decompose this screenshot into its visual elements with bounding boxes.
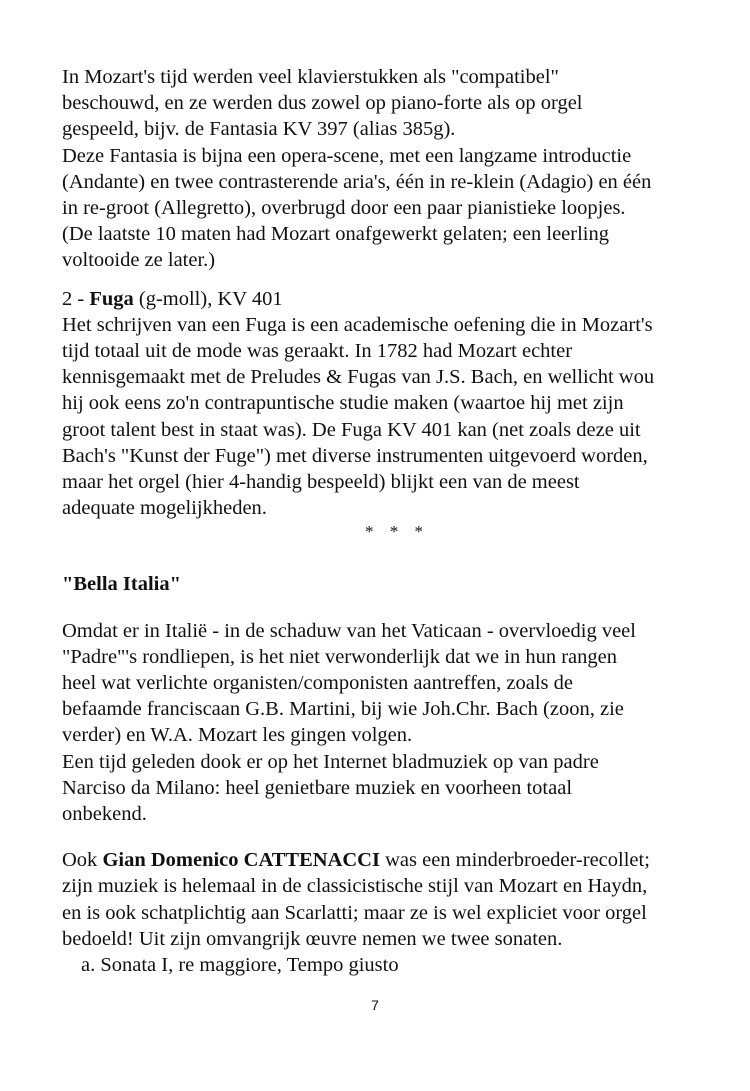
cattenacci-prefix: Ook — [62, 849, 103, 872]
text-line: zijn muziek is helemaal in de classicistische stijl van Mozart en Haydn, — [62, 875, 648, 898]
intro-paragraph — [62, 64, 702, 274]
document-page — [62, 64, 702, 978]
section-heading: "Bella Italia" — [62, 573, 181, 596]
fuga-title-rest: (g-moll), KV 401 — [133, 287, 283, 310]
section-separator: * * * — [365, 522, 429, 542]
text-line: Het schrijven van een Fuga is een academische oefening die in Mozart's — [62, 313, 653, 336]
text-line: heel wat verlichte organisten/componisten aantreffen, zoals de — [62, 672, 573, 695]
bella-italia-paragraph — [62, 618, 702, 828]
text-line: In Mozart's tijd werden veel klavierstukken als "compatibel" — [62, 66, 559, 88]
cattenacci-paragraph — [62, 847, 702, 978]
list-item: a. Sonata I, re maggiore, Tempo giusto — [81, 954, 399, 977]
fuga-section — [62, 286, 702, 522]
fuga-title — [62, 286, 702, 312]
text-line: hij ook eens zo'n contrapuntische studie maken (waartoe hij met zijn — [62, 392, 624, 415]
text-line: (Andante) en twee contrasterende aria's, één in re-klein (Adagio) en één — [62, 170, 652, 193]
text-line: "Padre"'s rondliepen, is het niet verwonderlijk dat we in hun rangen — [62, 645, 617, 668]
fuga-title-bold: Fuga — [89, 287, 134, 310]
text-line: befaamde franciscaan G.B. Martini, bij wie Joh.Chr. Bach (zoon, zie — [62, 698, 624, 721]
text-line: bedoeld! Uit zijn omvangrijk œuvre nemen we twee sonaten. — [62, 927, 563, 950]
text-line: adequate mogelijkheden. — [62, 497, 267, 520]
text-line: tijd totaal uit de mode was geraakt. In 1782 had Mozart echter — [62, 340, 573, 363]
text-line: Een tijd geleden dook er op het Internet bladmuziek op van padre — [62, 750, 599, 773]
text-line: verder) en W.A. Mozart les gingen volgen. — [62, 724, 413, 747]
text-line: gespeeld, bijv. de Fantasia KV 397 (alias 385g). — [62, 118, 456, 141]
page-number: 7 — [371, 997, 379, 1013]
text-line — [62, 847, 702, 873]
cattenacci-rest: was een minderbroeder-recollet; — [379, 849, 650, 872]
text-line: maar het orgel (hier 4-handig bespeeld) blijkt een van de meest — [62, 471, 580, 494]
text-line: Narciso da Milano: heel genietbare muziek en voorheen totaal — [62, 776, 573, 799]
text-line: Bach's "Kunst der Fuge") met diverse instrumenten uitgevoerd worden, — [62, 444, 648, 467]
text-line: onbekend. — [62, 803, 147, 826]
text-line: kennisgemaakt met de Preludes & Fugas van J.S. Bach, en wellicht wou — [62, 366, 655, 389]
text-line: (De laatste 10 maten had Mozart onafgewerkt gelaten; een leerling — [62, 223, 609, 246]
text-line: voltooide ze later.) — [62, 249, 216, 272]
fuga-number: 2 - — [62, 287, 90, 310]
text-line: en is ook schatplichtig aan Scarlatti; maar ze is wel expliciet voor orgel — [62, 901, 647, 924]
text-line: beschouwd, en ze werden dus zowel op piano-forte als op orgel — [62, 92, 583, 115]
text-line: in re-groot (Allegretto), overbrugd door een paar pianistieke loopjes. — [62, 197, 626, 220]
composer-name: Gian Domenico CATTENACCI — [102, 849, 380, 872]
text-line: groot talent best in staat was). De Fuga KV 401 kan (net zoals deze uit — [62, 418, 641, 441]
text-line: Omdat er in Italië - in de schaduw van het Vaticaan - overvloedig veel — [62, 619, 636, 642]
text-line: Deze Fantasia is bijna een opera-scene, met een langzame introductie — [62, 144, 632, 167]
